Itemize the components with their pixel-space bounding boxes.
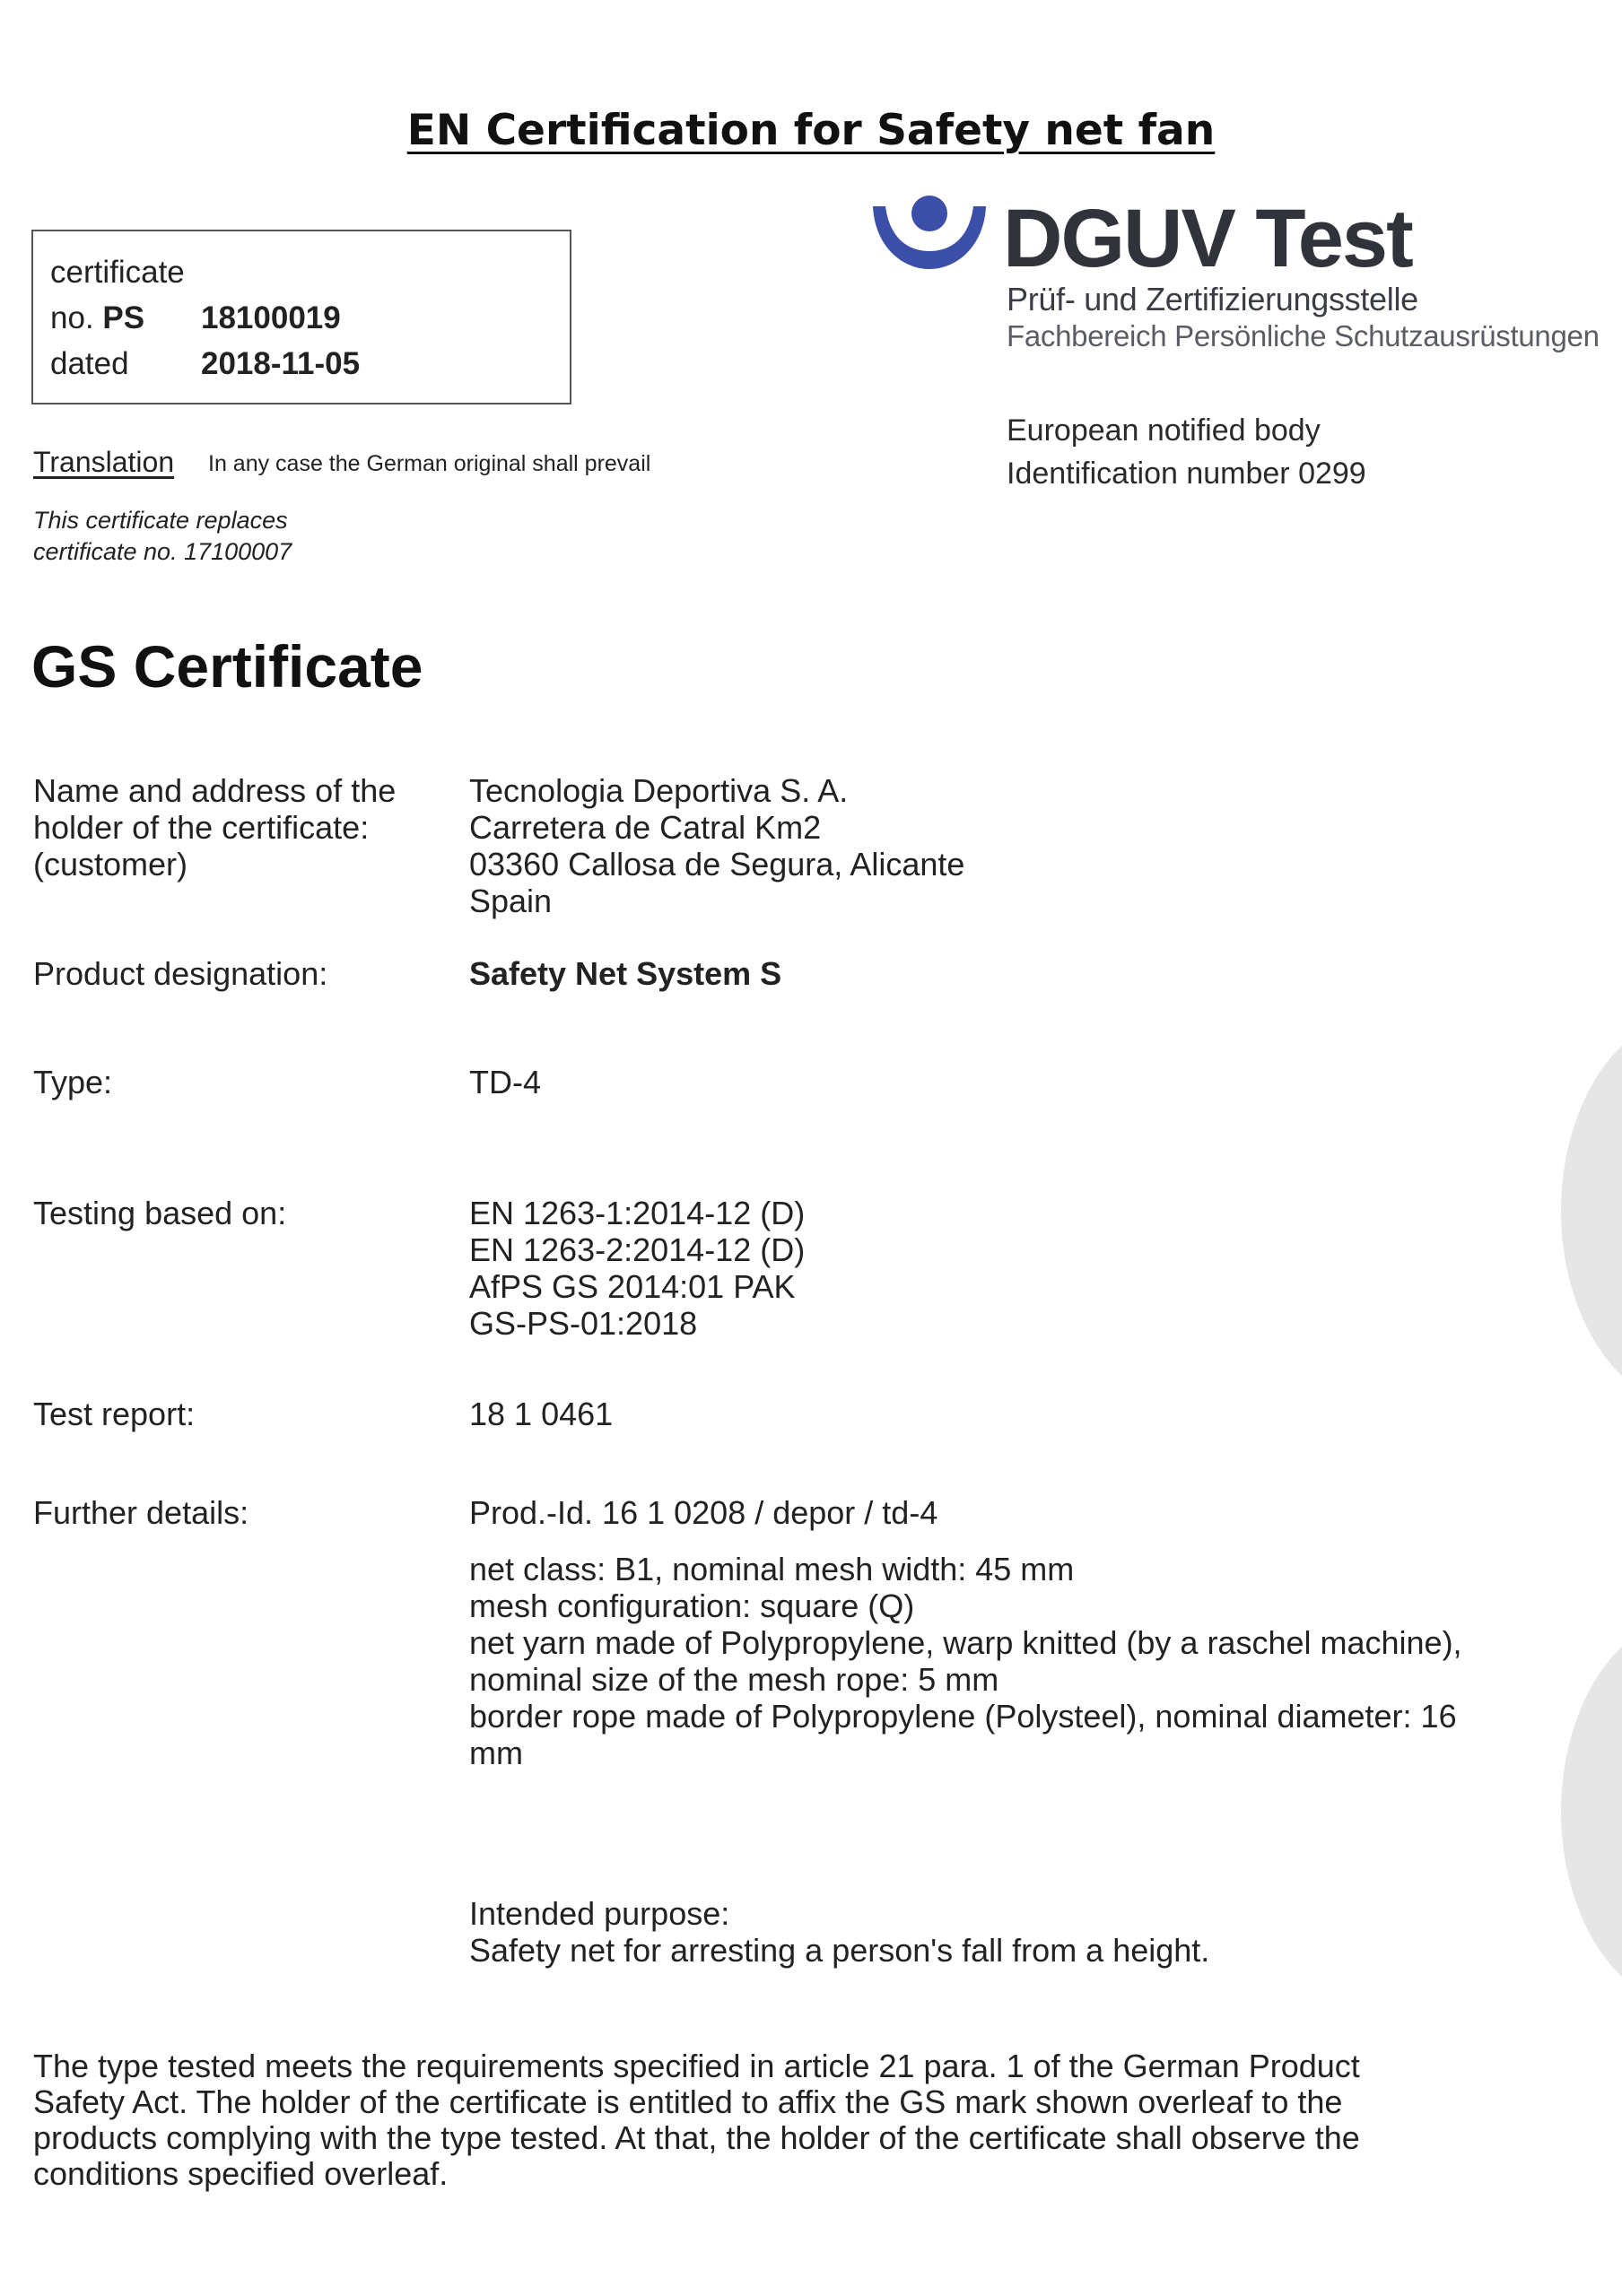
notified-body — [1007, 409, 1366, 495]
final-paragraph-line: conditions specified overleaf. — [33, 2155, 449, 2192]
testing-value — [469, 1195, 805, 1342]
dguv-logo-icon — [871, 190, 988, 273]
further-detail-line: nominal size of the mesh rope: 5 mm — [469, 1661, 999, 1698]
certificate-dated-label: dated — [50, 346, 129, 381]
further-detail-line: mm — [469, 1735, 523, 1771]
holder-label-line: holder of the certificate: — [33, 809, 370, 846]
holder-value-line: Carretera de Catral Km2 — [469, 809, 822, 846]
further-detail-line: border rope made of Polypropylene (Polysteel), nominal diameter: 16 — [469, 1698, 1457, 1735]
gs-certificate-heading: GS Certificate — [31, 633, 423, 700]
logo-subtitle-2: Fachbereich Persönliche Schutzausrüstungen — [1007, 319, 1600, 352]
holder-value-line: Spain — [469, 883, 553, 919]
testing-standard: EN 1263-1:2014-12 (D) — [469, 1195, 806, 1231]
further-detail-line: net class: B1, nominal mesh width: 45 mm — [469, 1551, 1075, 1587]
dguv-logo-name: DGUV Test — [1003, 193, 1412, 284]
final-paragraph-line: products complying with the type tested. At that, the holder of the certificate shall observe the — [33, 2119, 1360, 2156]
purpose-label: Intended purpose: — [469, 1895, 730, 1932]
holder-value-line: Tecnologia Deportiva S. A. — [469, 772, 849, 809]
testing-standard: EN 1263-2:2014-12 (D) — [469, 1231, 806, 1268]
type-label: Type: — [33, 1064, 113, 1100]
purpose-block — [469, 1895, 1209, 1969]
translation-label: Translation — [33, 446, 175, 478]
report-label: Test report: — [33, 1396, 196, 1432]
testing-standard: AfPS GS 2014:01 PAK — [469, 1268, 796, 1305]
holder-label-line: (customer) — [33, 846, 188, 883]
further-prod-id: Prod.-Id. 16 1 0208 / depor / td-4 — [469, 1494, 938, 1531]
logo-subtitle-1: Prüf- und Zertifizierungsstelle — [1007, 281, 1418, 317]
purpose-value: Safety net for arresting a person's fall from a height. — [469, 1932, 1210, 1969]
further-details — [469, 1551, 1462, 1771]
product-value: Safety Net System S — [469, 955, 782, 992]
certificate-box — [31, 230, 571, 404]
notified-body-line-2: Identification number 0299 — [1007, 457, 1366, 491]
decorative-seal — [1561, 1013, 1622, 1408]
translation-note: In any case the German original shall prevail — [208, 451, 651, 476]
certificate-number: 18100019 — [201, 300, 341, 335]
final-paragraph-line: Safety Act. The holder of the certificate is entitled to affix the GS mark shown overleaf to the — [33, 2083, 1343, 2120]
certificate-no-label: no. — [50, 300, 94, 335]
replaces-note — [33, 505, 292, 568]
type-value: TD-4 — [469, 1064, 541, 1100]
page-title: EN Certification for Safety net fan — [406, 106, 1216, 155]
further-detail-line: mesh configuration: square (Q) — [469, 1587, 915, 1624]
holder-value-line: 03360 Callosa de Segura, Alicante — [469, 846, 965, 883]
certificate-no-prefix: PS — [102, 300, 145, 335]
decorative-seal — [1561, 1614, 1622, 2009]
certificate-date: 2018-11-05 — [201, 346, 361, 381]
further-label: Further details: — [33, 1494, 249, 1531]
replaces-line-2: certificate no. 17100007 — [33, 538, 292, 565]
notified-body-line-1: European notified body — [1007, 413, 1321, 448]
final-paragraph — [33, 2048, 1433, 2192]
holder-label — [33, 772, 396, 883]
report-value: 18 1 0461 — [469, 1396, 614, 1432]
certificate-label: certificate — [50, 255, 185, 290]
holder-label-line: Name and address of the — [33, 772, 397, 809]
replaces-line-1: This certificate replaces — [33, 507, 288, 534]
testing-label: Testing based on: — [33, 1195, 287, 1231]
further-detail-line: net yarn made of Polypropylene, warp knitted (by a raschel machine), — [469, 1624, 1462, 1661]
product-label: Product designation: — [33, 955, 328, 992]
testing-standard: GS-PS-01:2018 — [469, 1305, 698, 1342]
holder-value — [469, 772, 964, 919]
final-paragraph-line: The type tested meets the requirements specified in article 21 para. 1 of the German Product — [33, 2048, 1360, 2084]
